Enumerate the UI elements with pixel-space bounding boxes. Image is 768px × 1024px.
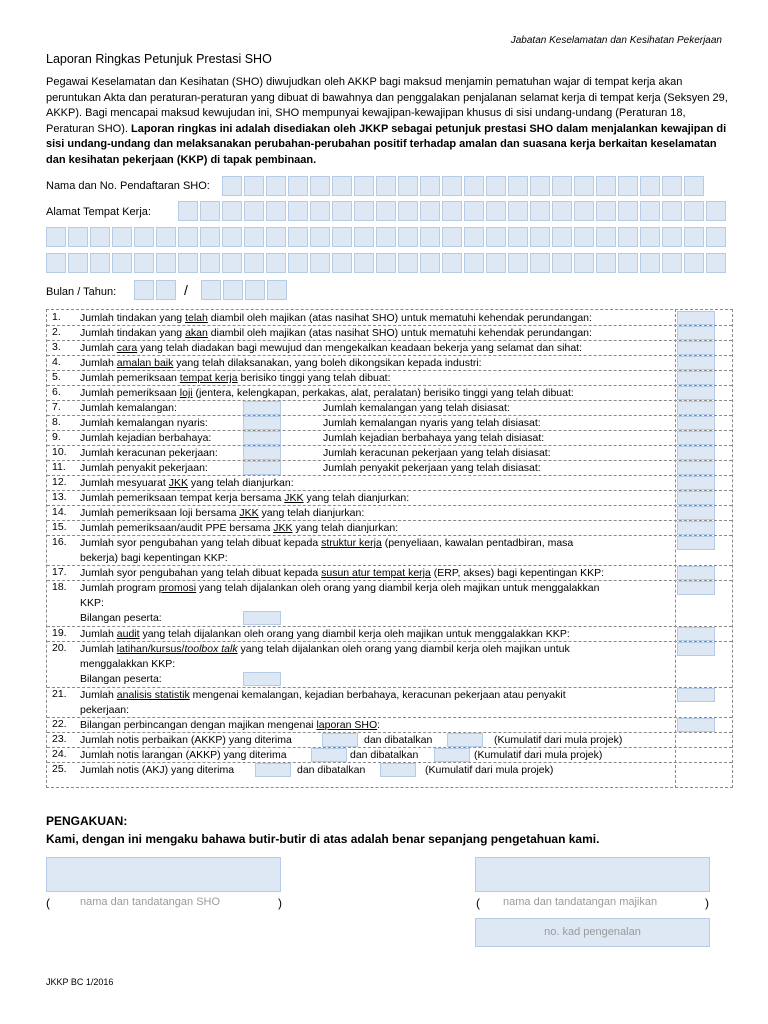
item-text-pre: Jumlah mesyuarat [80,477,169,489]
item-number: 7. [52,401,61,413]
item-text-left: Jumlah penyakit pekerjaan: [80,462,208,474]
item-number: 18. [52,581,67,593]
input-cell[interactable] [223,280,243,300]
employer-signature-field[interactable] [475,857,710,892]
participants-label: Bilangan peserta: [80,612,162,624]
item-keyword: promosi [158,582,197,594]
item-number: 1. [52,311,61,323]
input-cell[interactable] [574,201,594,221]
month-year-label-text: Bulan / Tahun: [46,286,117,298]
input-cell[interactable] [420,227,440,247]
input-cell[interactable] [420,201,440,221]
answer-box-left[interactable] [243,461,281,475]
item-text-post: : [377,719,381,731]
participants-label: Bilangan peserta: [80,673,162,685]
item-keyword: JKK [239,507,259,519]
answer-box-left[interactable] [243,416,281,430]
item-text [80,536,670,551]
cumulative-note: (Kumulatif dari mula projek) [425,764,554,776]
item-keyword: telah [185,312,208,324]
item-text-right: Jumlah kejadian berbahaya yang telah disiasat: [323,432,545,444]
item-text [80,581,670,596]
item-text-post: yang telah diadakan bagi mewujud dan mengekalkan keadaan bekerja yang selamat dan sihat: [137,342,583,354]
input-cell[interactable] [662,176,682,196]
item-text-post: (jentera, kelengkapan, perkakas, alat, peralatan) berisiko tinggi yang telah dibuat: [192,387,574,399]
form-code: JKKP BC 1/2016 [46,977,114,987]
address-input-grid-3[interactable] [46,253,726,273]
item-number: 10. [52,446,67,458]
input-cell[interactable] [200,227,220,247]
input-cell[interactable] [310,201,330,221]
answer-box[interactable] [677,401,715,415]
answer-box[interactable] [677,371,715,385]
item-number: 5. [52,371,61,383]
item-text [80,627,670,642]
input-cell[interactable] [552,201,572,221]
input-cell[interactable] [486,201,506,221]
input-cell[interactable] [618,253,638,273]
cancelled-box[interactable] [380,763,416,777]
input-cell[interactable] [354,253,374,273]
input-cell[interactable] [244,176,264,196]
item-number: 13. [52,491,67,503]
input-cell[interactable] [222,253,242,273]
input-cell[interactable] [442,253,462,273]
input-cell[interactable] [618,176,638,196]
item-text-post: yang telah dianjurkan: [303,492,410,504]
input-cell[interactable] [574,227,594,247]
input-cell[interactable] [266,176,286,196]
input-cell[interactable] [178,253,198,273]
input-cell[interactable] [552,253,572,273]
item-text [80,521,670,536]
item-keyword: loji [179,387,193,399]
item-keyword: amalan baik [116,357,174,369]
notice-received-text: Jumlah notis larangan (AKKP) yang diterima [80,749,287,761]
input-cell[interactable] [486,227,506,247]
item-text [80,476,670,491]
sho-signature-field[interactable] [46,857,281,892]
item-text [80,491,670,506]
item-text-pre: Jumlah [80,689,117,701]
month-year-label [46,286,116,298]
item-keyword: cara [116,342,138,354]
input-cell[interactable] [640,253,660,273]
input-cell[interactable] [574,253,594,273]
item-text-right: Jumlah kemalangan nyaris yang telah disiasat: [323,417,541,429]
item-text-post: yang telah dianjurkan: [292,522,399,534]
item-text-continued: bekerja) bagi kepentingan KKP: [80,552,228,564]
item-number: 17. [52,566,67,578]
answer-box[interactable] [677,386,715,400]
sho-open-paren: ( [46,896,50,910]
input-cell[interactable] [420,176,440,196]
item-text [80,341,670,356]
item-text-post: yang telah dijalankan oleh orang yang diambil kerja oleh majikan untuk menggalakkan [196,582,600,594]
item-text-post: yang telah dianjurkan: [187,477,294,489]
item-keyword: laporan SHO [316,719,378,731]
input-cell[interactable] [530,253,550,273]
item-keyword: audit [116,628,140,640]
item-text-post: diambil oleh majikan (atas nasihat SHO) untuk mematuhi kehendak perundangan: [207,312,592,324]
input-cell[interactable] [508,253,528,273]
participants-box[interactable] [243,672,281,686]
input-cell[interactable] [706,227,726,247]
input-cell[interactable] [134,280,154,300]
year-input[interactable] [201,280,287,300]
input-cell[interactable] [156,227,176,247]
month-input[interactable] [134,280,176,300]
input-cell[interactable] [376,253,396,273]
item-keyword-italic: toolbox talk [184,643,238,655]
input-cell[interactable] [288,176,308,196]
page-title: Laporan Ringkas Petunjuk Prestasi SHO [46,52,272,66]
item-text-post: (ERP, akses) bagi kepentingan KKP: [430,567,605,579]
input-cell[interactable] [310,227,330,247]
input-cell[interactable] [574,176,594,196]
item-text-continued: menggalakkan KKP: [80,658,176,670]
item-text-post: yang telah dilaksanakan, yang boleh dikongsikan kepada industri: [173,357,482,369]
input-cell[interactable] [267,280,287,300]
item-number: 16. [52,536,67,548]
input-cell[interactable] [486,176,506,196]
declaration-text: Kami, dengan ini mengaku bahawa butir-butir di atas adalah benar sepanjang pengetahuan kami. [46,832,600,846]
item-text-continued: pekerjaan: [80,704,130,716]
cancelled-box[interactable] [447,733,483,747]
item-number: 24. [52,748,67,760]
input-cell[interactable] [266,227,286,247]
answer-box[interactable] [677,341,715,355]
answer-box[interactable] [677,416,715,430]
notice-cancelled-text: dan dibatalkan [350,749,419,761]
item-number: 25. [52,763,67,775]
item-text-post: mengenai kemalangan, kejadian berbahaya, keracunan pekerjaan atau penyakit [189,689,566,701]
item-number: 14. [52,506,67,518]
input-cell[interactable] [508,227,528,247]
item-keyword: JKK [168,477,188,489]
item-number: 19. [52,627,67,639]
input-cell[interactable] [420,253,440,273]
item-number: 20. [52,642,67,654]
notice-cancelled-text: dan dibatalkan [364,734,433,746]
sho-signature-placeholder: nama dan tandatangan SHO [80,896,221,908]
participants-box[interactable] [243,611,281,625]
item-text [80,386,670,401]
input-cell[interactable] [618,201,638,221]
input-cell[interactable] [376,201,396,221]
input-cell[interactable] [222,176,242,196]
item-text [80,506,670,521]
item-text-pre: Jumlah syor pengubahan yang telah dibuat kepada [80,567,322,579]
input-cell[interactable] [684,176,704,196]
item-text-pre: Bilangan perbincangan dengan majikan mengenai [80,719,317,731]
input-cell[interactable] [530,176,550,196]
item-text-right: Jumlah keracunan pekerjaan yang telah disiasat: [323,447,551,459]
item-text-pre: Jumlah tindakan yang [80,312,186,324]
item-text-continued: KKP: [80,597,104,609]
item-text-post: berisiko tinggi yang telah dibuat: [237,372,391,384]
answer-box-left[interactable] [243,401,281,415]
input-cell[interactable] [618,227,638,247]
item-number: 12. [52,476,67,488]
item-number: 2. [52,326,61,338]
answer-box-left[interactable] [243,446,281,460]
intro-paragraph [46,75,728,169]
input-cell[interactable] [486,253,506,273]
input-cell[interactable] [508,176,528,196]
input-cell[interactable] [684,227,704,247]
input-cell[interactable] [596,253,616,273]
input-cell[interactable] [332,253,352,273]
input-cell[interactable] [530,201,550,221]
input-cell[interactable] [288,227,308,247]
input-cell[interactable] [662,201,682,221]
item-text-post: diambil oleh majikan (atas nasihat SHO) untuk mematuhi kehendak perundangan: [207,327,592,339]
input-cell[interactable] [332,176,352,196]
item-text [80,311,670,326]
item-text-post: yang telah dijalankan oleh orang yang diambil kerja oleh majikan untuk [237,643,570,655]
received-box[interactable] [255,763,291,777]
input-cell[interactable] [596,201,616,221]
input-cell[interactable] [530,227,550,247]
input-cell[interactable] [398,176,418,196]
answer-box[interactable] [677,431,715,445]
intro-text-2: Laporan ringkas ini adalah disediakan oleh JKKP sebagai petunjuk prestasi SHO dalam menjalankan kewajipan di sisi undang-undang dan melaksanakan perubahan-perubahan positif terhadap amalan dan suasana kerja berkaitan keselamatan dan kesihatan pekerjaan (KKP) di tapak pembinaan. [46,122,727,166]
item-number: 23. [52,733,67,745]
notice-cancelled-text: dan dibatalkan [297,764,366,776]
input-cell[interactable] [464,176,484,196]
input-cell[interactable] [288,253,308,273]
input-cell[interactable] [354,227,374,247]
item-keyword: latihan/kursus/ [116,643,185,655]
input-cell[interactable] [112,253,132,273]
item-text [80,688,670,703]
item-text-pre: Jumlah [80,628,117,640]
input-cell[interactable] [68,227,88,247]
input-cell[interactable] [332,227,352,247]
item-text [80,371,670,386]
item-number: 4. [52,356,61,368]
answer-box[interactable] [677,356,715,370]
item-text-post: (penyeliaan, kawalan pentadbiran, masa [381,537,574,549]
input-cell[interactable] [464,253,484,273]
item-text-left: Jumlah kejadian berbahaya: [80,432,212,444]
answer-box[interactable] [677,581,715,595]
answer-box[interactable] [677,491,715,505]
item-number: 11. [52,461,66,473]
input-cell[interactable] [684,201,704,221]
answer-box[interactable] [677,521,715,535]
answer-box[interactable] [677,476,715,490]
input-cell[interactable] [640,176,660,196]
item-keyword: JKK [284,492,304,504]
input-cell[interactable] [200,201,220,221]
input-cell[interactable] [134,253,154,273]
input-cell[interactable] [640,201,660,221]
item-text [80,566,670,581]
name-input-grid[interactable] [222,176,704,196]
input-cell[interactable] [662,253,682,273]
answer-box[interactable] [677,311,715,325]
item-text-pre: Jumlah tindakan yang [80,327,186,339]
item-keyword: analisis statistik [116,689,190,701]
date-slash: / [184,282,188,298]
item-keyword: JKK [273,522,293,534]
input-cell[interactable] [376,176,396,196]
answer-box[interactable] [677,326,715,340]
input-cell[interactable] [244,227,264,247]
item-text [80,326,670,341]
item-text-right: Jumlah penyakit pekerjaan yang telah disiasat: [323,462,541,474]
declaration-heading: PENGAKUAN: [46,814,128,828]
intro-text-1: Pegawai Keselamatan dan Kesihatan (SHO) diwujudkan oleh AKKP bagi maksud menjamin pematuhan wajar di tempat kerja akan peruntukan Akta dan peraturan-peraturan yang dibuat di bawahnya dan penggalakan penjalanan selamat kerja di tempat kerja (Seksyen 29, AKKP). Bagi mencapai maksud kewujudan ini, SHO mempunyai kewajipan-kewajipan khusus di sisi undang-undang (Peraturan 18, Peraturan SHO). [46,76,728,135]
employer-open-paren: ( [476,896,480,910]
input-cell[interactable] [706,201,726,221]
input-cell[interactable] [266,201,286,221]
input-cell[interactable] [464,227,484,247]
item-text-pre: Jumlah syor pengubahan yang telah dibuat kepada [80,537,322,549]
item-text [80,642,670,657]
input-cell[interactable] [442,201,462,221]
input-cell[interactable] [376,227,396,247]
item-number: 21. [52,688,67,700]
item-number: 8. [52,416,61,428]
item-keyword: akan [185,327,208,339]
input-cell[interactable] [398,201,418,221]
input-cell[interactable] [706,253,726,273]
input-cell[interactable] [310,253,330,273]
sho-close-paren: ) [278,896,282,910]
input-cell[interactable] [68,253,88,273]
notice-received-text: Jumlah notis (AKJ) yang diterima [80,764,235,776]
input-cell[interactable] [244,201,264,221]
item-keyword: tempat kerja [179,372,238,384]
input-cell[interactable] [552,176,572,196]
input-cell[interactable] [201,280,221,300]
item-number: 15. [52,521,67,533]
input-cell[interactable] [46,253,66,273]
input-cell[interactable] [156,253,176,273]
input-cell[interactable] [245,280,265,300]
item-text-pre: Jumlah pemeriksaan [80,372,180,384]
item-text-pre: Jumlah program [80,582,159,594]
item-text [80,718,670,733]
received-box[interactable] [322,733,358,747]
notice-received-text: Jumlah notis perbaikan (AKKP) yang diterima [80,734,292,746]
answer-box[interactable] [677,566,715,580]
input-cell[interactable] [112,227,132,247]
item-text-left: Jumlah keracunan pekerjaan: [80,447,218,459]
answer-box[interactable] [677,461,715,475]
item-text-left: Jumlah kemalangan: [80,402,177,414]
input-cell[interactable] [464,201,484,221]
answer-box[interactable] [677,627,715,641]
department-header: Jabatan Keselamatan dan Kesihatan Pekerjaan [510,35,722,46]
input-cell[interactable] [244,253,264,273]
input-cell[interactable] [288,201,308,221]
cumulative-note: (Kumulatif dari mula projek) [474,749,603,761]
input-cell[interactable] [222,201,242,221]
input-cell[interactable] [354,201,374,221]
input-cell[interactable] [332,201,352,221]
input-cell[interactable] [134,227,154,247]
employer-close-paren: ) [705,896,709,910]
input-cell[interactable] [662,227,682,247]
input-cell[interactable] [354,176,374,196]
input-cell[interactable] [222,227,242,247]
ic-number-placeholder: no. kad pengenalan [544,926,641,938]
item-number: 9. [52,431,61,443]
answer-box[interactable] [677,642,715,656]
answer-box[interactable] [677,718,715,732]
address-label: Alamat Tempat Kerja: [46,206,151,218]
item-number: 6. [52,386,61,398]
address-input-grid-2[interactable] [46,227,726,247]
cancelled-box[interactable] [434,748,470,762]
employer-signature-placeholder: nama dan tandatangan majikan [503,896,658,908]
answer-box[interactable] [677,446,715,460]
input-cell[interactable] [156,280,176,300]
input-cell[interactable] [552,227,572,247]
input-cell[interactable] [178,227,198,247]
input-cell[interactable] [442,176,462,196]
name-label: Nama dan No. Pendaftaran SHO: [46,180,210,192]
input-cell[interactable] [266,253,286,273]
answer-box[interactable] [677,688,715,702]
item-text-pre: Jumlah [80,357,117,369]
input-cell[interactable] [200,253,220,273]
input-cell[interactable] [90,253,110,273]
input-cell[interactable] [46,227,66,247]
received-box[interactable] [311,748,347,762]
input-cell[interactable] [442,227,462,247]
item-text-pre: Jumlah [80,643,117,655]
input-cell[interactable] [310,176,330,196]
item-text-pre: Jumlah pemeriksaan [80,387,180,399]
input-cell[interactable] [596,176,616,196]
address-input-grid-1[interactable] [178,201,726,221]
item-text-post: yang telah dianjurkan: [258,507,365,519]
item-text-pre: Jumlah [80,342,117,354]
item-text-pre: Jumlah pemeriksaan/audit PPE bersama [80,522,274,534]
input-cell[interactable] [398,253,418,273]
ic-number-field[interactable] [475,918,710,947]
item-text-post: yang telah dijalankan oleh orang yang diambil kerja oleh majikan untuk menggalakkan KKP: [139,628,570,640]
answer-box-left[interactable] [243,431,281,445]
input-cell[interactable] [684,253,704,273]
answer-box[interactable] [677,506,715,520]
input-cell[interactable] [398,227,418,247]
input-cell[interactable] [90,227,110,247]
item-text [80,356,670,371]
input-cell[interactable] [508,201,528,221]
item-keyword: struktur kerja [321,537,382,549]
item-text-pre: Jumlah pemeriksaan loji bersama [80,507,240,519]
input-cell[interactable] [178,201,198,221]
input-cell[interactable] [596,227,616,247]
cumulative-note: (Kumulatif dari mula projek) [494,734,623,746]
answer-box[interactable] [677,536,715,550]
item-text-right: Jumlah kemalangan yang telah disiasat: [323,402,510,414]
item-text-pre: Jumlah pemeriksaan tempat kerja bersama [80,492,285,504]
item-keyword: susun atur tempat kerja [321,567,431,579]
input-cell[interactable] [640,227,660,247]
item-number: 22. [52,718,67,730]
item-number: 3. [52,341,61,353]
item-text-left: Jumlah kemalangan nyaris: [80,417,208,429]
